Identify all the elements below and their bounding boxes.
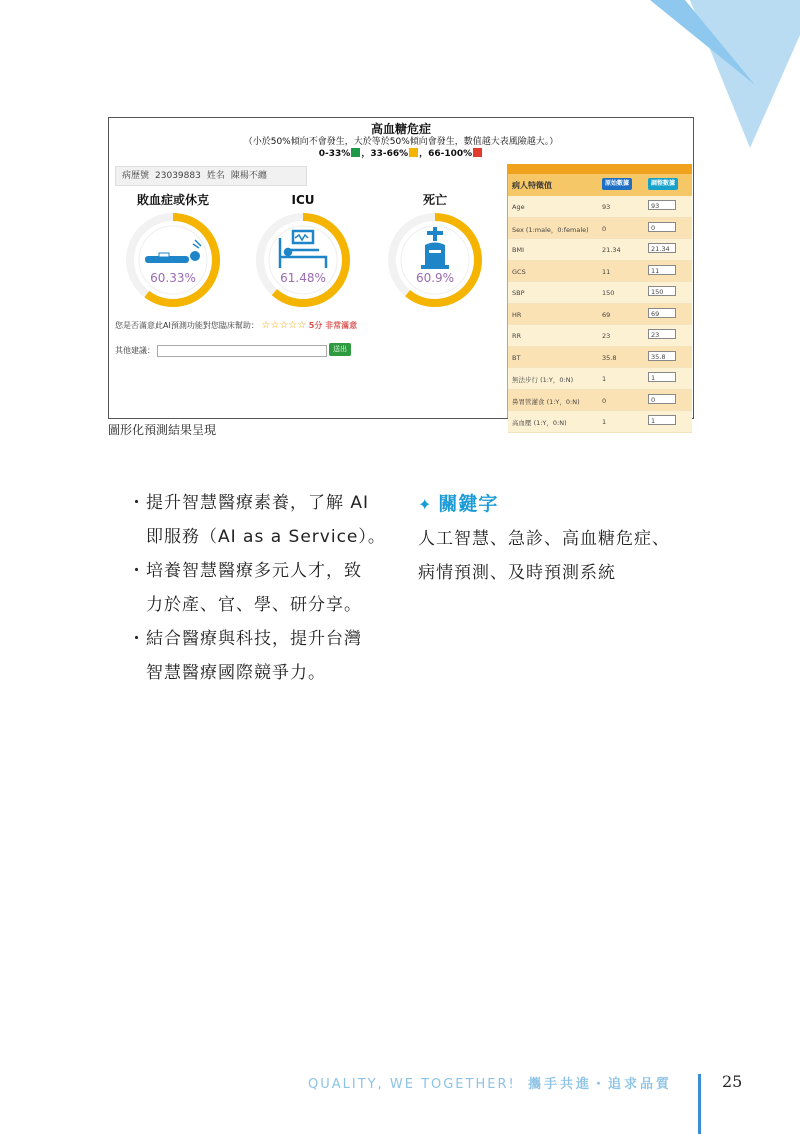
patient-lying-icon	[145, 240, 201, 263]
feature-input[interactable]: 150	[648, 286, 676, 296]
bullet-line: 力於產、官、學、研分享。	[146, 595, 362, 615]
feature-name: Age	[512, 203, 525, 211]
feature-value: 23	[602, 332, 611, 340]
feature-input[interactable]: 21.34	[648, 243, 676, 253]
star-rating[interactable]: ☆☆☆☆☆	[261, 320, 307, 331]
list-item	[126, 554, 388, 622]
gauge-icu	[245, 192, 361, 310]
send-button[interactable]: 送出	[329, 343, 351, 356]
feature-name: GCS	[512, 267, 526, 276]
feature-value: 0	[602, 396, 607, 405]
rating-text: 5分 非常滿意	[308, 321, 358, 330]
gauge-title: 敗血症或休克	[136, 193, 209, 207]
figure-header	[109, 122, 693, 160]
feature-name: 高血壓 (1:Y，0:N)	[512, 419, 567, 427]
legend-high-label: ，66-100%	[419, 149, 473, 159]
gauge-value: 60.33%	[150, 271, 196, 285]
feature-input[interactable]: 0	[648, 394, 676, 404]
gauge-title: ICU	[291, 193, 315, 207]
gauge-value: 60.9%	[415, 271, 455, 285]
bullet-line: 結合醫療與科技，提升台灣	[146, 629, 362, 649]
feature-input[interactable]: 93	[648, 200, 676, 210]
feature-value: 21.34	[602, 246, 621, 254]
bullet-line: 培養智慧醫療多元人才，致	[146, 561, 362, 581]
gauge-dial	[385, 210, 485, 310]
feature-name: BMI	[512, 246, 524, 254]
keywords-title: 關鍵字	[438, 493, 499, 515]
figure-subtitle: （小於50%傾向不會發生，大於等於50%傾向會發生，數值越大表風險越大。）	[243, 137, 559, 147]
patient-info-bar	[115, 166, 307, 186]
objectives-list	[126, 486, 388, 690]
slogan-english: QUALITY, WE TOGETHER!	[308, 1077, 516, 1092]
figure-caption: 圖形化預測結果呈現	[108, 423, 217, 437]
prediction-screenshot	[108, 117, 694, 427]
suggestion-label: 其他建議：	[115, 346, 155, 355]
original-data-button[interactable]: 原始數據	[602, 178, 632, 190]
feature-rows	[508, 196, 692, 433]
feature-input[interactable]: 23	[648, 329, 676, 339]
bullet-dot: ・	[128, 493, 146, 513]
patient-name: 陳楊不纏	[230, 171, 267, 181]
record-number: 23039883	[155, 171, 201, 181]
patient-feature-panel	[507, 164, 692, 427]
name-label: 姓名	[206, 171, 225, 181]
feature-name: 鼻胃管灌食 (1:Y，0:N)	[512, 397, 580, 406]
bullet-line: 提升智慧醫療素養，了解 AI	[146, 493, 370, 513]
feature-value: 93	[602, 203, 611, 211]
feature-value: 150	[602, 289, 615, 297]
feature-input[interactable]: 1	[648, 372, 676, 382]
feature-value: 1	[602, 375, 607, 383]
legend-mid-label: ，33-66%	[361, 149, 409, 159]
suggestion-input[interactable]	[157, 345, 327, 357]
feature-row	[508, 239, 692, 261]
panel-header	[508, 174, 692, 196]
legend-mid-swatch	[409, 148, 418, 157]
feature-input[interactable]: 69	[648, 308, 676, 318]
panel-header-label: 病人特徵值	[512, 181, 552, 190]
feature-value: 0	[602, 224, 607, 233]
feature-name: SBP	[512, 289, 525, 297]
survey-question: 您是否滿意此AI預測功能對您臨床幫助：	[115, 321, 259, 330]
feature-row	[508, 282, 692, 304]
feature-input[interactable]: 11	[648, 265, 676, 275]
feature-row	[508, 411, 692, 433]
feature-row	[508, 347, 692, 369]
feature-value: 69	[602, 310, 611, 319]
footer-slogan	[308, 1073, 672, 1092]
list-item	[126, 486, 388, 554]
footer-divider	[698, 1074, 701, 1134]
feature-row	[508, 304, 692, 326]
feature-input[interactable]: 0	[648, 222, 676, 232]
bullet-dot: ・	[128, 629, 146, 649]
feature-row	[508, 368, 692, 390]
gauge-dial	[253, 210, 353, 310]
satisfaction-survey	[115, 320, 357, 331]
panel-top-bar	[508, 164, 692, 174]
feature-row	[508, 261, 692, 283]
feature-value: 11	[602, 267, 611, 276]
feature-input[interactable]: 1	[648, 415, 676, 425]
feature-value: 35.8	[602, 353, 617, 362]
gauge-value: 61.48%	[280, 271, 326, 285]
keywords-line: 病情預測、及時預測系統	[418, 563, 616, 583]
gauge-dial	[123, 210, 223, 310]
feature-name: RR	[512, 332, 522, 340]
slogan-chinese: 攜手共進・追求品質	[527, 1077, 672, 1092]
feature-row	[508, 196, 692, 218]
keywords-line: 人工智慧、急診、高血糖危症、	[418, 529, 670, 549]
figure-title: 高血糖危症	[370, 122, 431, 136]
feature-name: HR	[512, 310, 522, 319]
sparkle-icon: ✦	[418, 495, 433, 514]
list-item	[126, 622, 388, 690]
bullet-line: 智慧醫療國際競爭力。	[146, 663, 326, 683]
feature-name: 無法步行 (1:Y，0:N)	[512, 376, 574, 384]
feature-row	[508, 218, 692, 240]
legend-low-swatch	[351, 148, 360, 157]
gauge-sepsis	[115, 192, 231, 310]
bullet-dot: ・	[128, 561, 146, 581]
hospital-bed-icon	[280, 231, 326, 268]
tombstone-icon	[421, 227, 449, 269]
feature-input[interactable]: 35.8	[648, 351, 676, 361]
keywords-heading	[418, 489, 498, 516]
feature-row	[508, 390, 692, 412]
keywords-body	[418, 522, 708, 590]
feature-value: 1	[602, 418, 607, 426]
risk-legend	[109, 148, 693, 160]
feature-row	[508, 325, 692, 347]
legend-low-label: 0-33%	[318, 149, 351, 159]
feature-name: Sex (1:male，0:female)	[512, 225, 589, 234]
legend-high-swatch	[473, 148, 482, 157]
page-number: 25	[722, 1072, 743, 1091]
gauge-title: 死亡	[422, 193, 447, 207]
bullet-line: 即服務（AI as a Service）。	[146, 527, 386, 547]
adjust-data-button[interactable]: 調整數據	[648, 178, 678, 190]
record-label: 病歷號	[122, 171, 150, 181]
gauge-death	[377, 192, 493, 310]
feature-name: BT	[512, 353, 521, 362]
